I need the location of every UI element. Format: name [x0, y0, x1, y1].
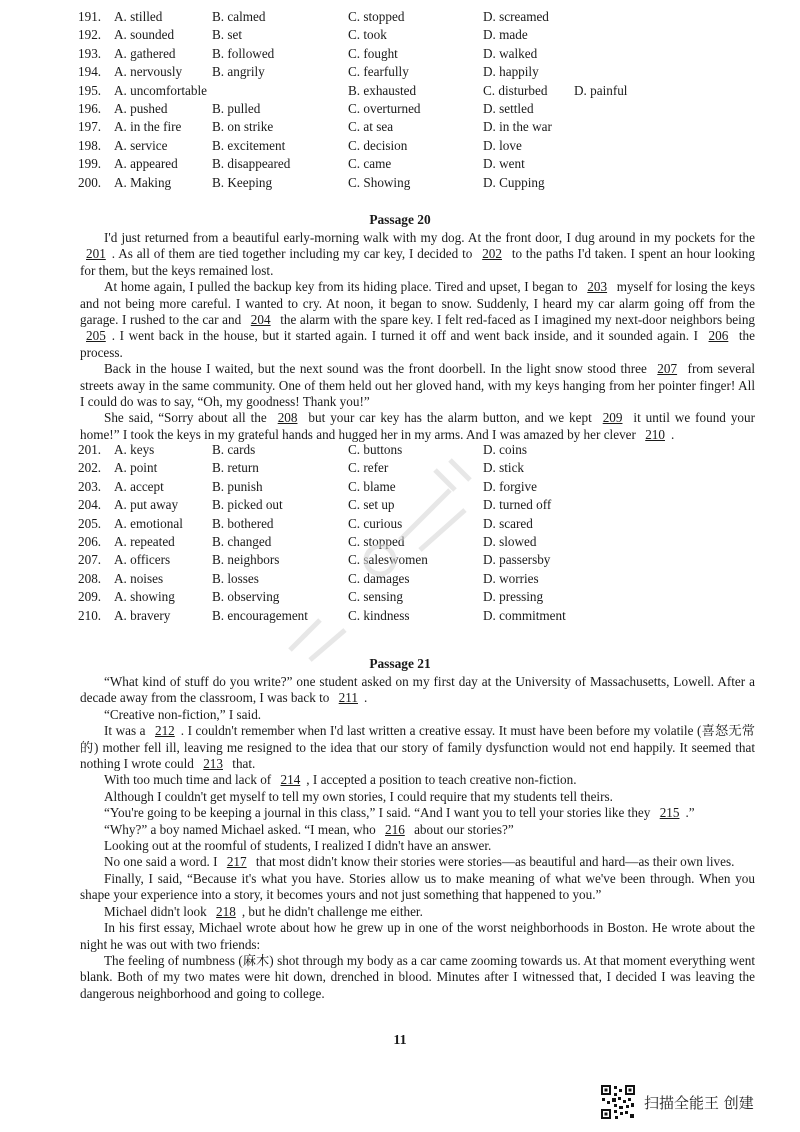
- blank-216[interactable]: 216: [385, 821, 405, 837]
- blank-207[interactable]: 207: [657, 361, 678, 377]
- paragraph: Finally, I said, “Because it's what you have. Stories allow us to make meaning of what we've been through. When you shape your experience into a story, it becomes yours and not just something that happened to you.”: [80, 870, 755, 903]
- option-choice[interactable]: A. pushed: [114, 100, 168, 116]
- option-row: [78, 478, 778, 496]
- paragraph: “You're going to be keeping a journal in this class,” I said. “And I want you to tell your stories like they 215 .”: [104, 805, 695, 821]
- option-choice[interactable]: D. coins: [483, 442, 527, 457]
- blank-213[interactable]: 213: [203, 756, 223, 772]
- option-choice[interactable]: B. exhausted: [348, 82, 417, 98]
- question-number: 206.: [78, 533, 102, 549]
- question-number: 191.: [78, 9, 102, 24]
- option-choice[interactable]: B. excitement: [212, 137, 286, 153]
- blank-215[interactable]: 215: [659, 805, 680, 821]
- blank-214[interactable]: 214: [280, 772, 301, 788]
- option-choice[interactable]: D. painful: [574, 82, 628, 98]
- option-choice[interactable]: B. picked out: [212, 497, 283, 513]
- option-choice[interactable]: B. calmed: [212, 9, 266, 24]
- blank-206[interactable]: 206: [708, 328, 729, 344]
- option-choice[interactable]: C. disturbed: [483, 82, 548, 98]
- option-choice[interactable]: D. made: [483, 27, 528, 43]
- option-choice[interactable]: A. in the fire: [114, 119, 182, 135]
- option-choice[interactable]: C. saleswomen: [348, 552, 428, 568]
- question-number: 196.: [78, 100, 102, 116]
- option-choice[interactable]: B. return: [212, 460, 259, 476]
- option-choice[interactable]: D. scared: [483, 515, 533, 531]
- option-choice[interactable]: C. blame: [348, 478, 396, 494]
- option-row: [78, 100, 778, 118]
- option-row: [78, 570, 778, 588]
- option-choice[interactable]: D. commitment: [483, 607, 566, 623]
- option-choice[interactable]: A. noises: [114, 570, 164, 586]
- option-choice[interactable]: D. pressing: [483, 589, 544, 605]
- passage-21-title: Passage 21: [369, 656, 431, 671]
- option-choice[interactable]: B. observing: [212, 589, 280, 605]
- passage-20-title: Passage 20: [369, 212, 431, 227]
- paragraph: She said, “Sorry about all the 208 but your car key has the alarm button, and we kept 209 it until we found your home!” I took the keys in my grateful hands and hugged her in my arms. And I was amazed by her clever 210 .: [80, 410, 755, 442]
- option-choice[interactable]: D. went: [483, 156, 525, 172]
- option-choice[interactable]: C. refer: [348, 460, 389, 476]
- paragraph: “Why?” a boy named Michael asked. “I mean, who 216 about our stories?”: [104, 821, 514, 837]
- option-choice[interactable]: B. bothered: [212, 515, 274, 531]
- blank-208[interactable]: 208: [277, 410, 298, 426]
- question-number: 194.: [78, 64, 102, 80]
- question-number: 205.: [78, 515, 102, 531]
- option-choice[interactable]: A. appeared: [114, 156, 178, 172]
- option-choice[interactable]: A. repeated: [114, 533, 175, 549]
- option-choice[interactable]: A. emotional: [114, 515, 183, 531]
- option-choice[interactable]: D. slowed: [483, 533, 537, 549]
- question-number: 197.: [78, 119, 102, 135]
- option-choice[interactable]: B. angrily: [212, 64, 265, 80]
- option-choice[interactable]: D. passersby: [483, 552, 551, 568]
- question-number: 200.: [78, 174, 102, 190]
- options-201-210: [78, 441, 778, 625]
- scanner-footer: [600, 1084, 790, 1124]
- paragraph: With too much time and lack of 214 , I accepted a position to teach creative non-fiction.: [104, 772, 577, 788]
- option-choice[interactable]: A. gathered: [114, 45, 176, 61]
- option-choice[interactable]: A. stilled: [114, 9, 163, 24]
- option-row: [78, 137, 778, 155]
- option-choice[interactable]: B. pulled: [212, 100, 261, 116]
- option-row: [78, 515, 778, 533]
- passage-21-text: [80, 674, 755, 1002]
- blank-218[interactable]: 218: [216, 903, 236, 919]
- question-number: 199.: [78, 156, 102, 172]
- option-row: [78, 496, 778, 514]
- paragraph: Back in the house I waited, but the next sound was the front doorbell. In the light snow stood three 207 from several streets away in the same community. One of them held out her gloved hand, with my keys hanging from her pointer finger! All I could do was to say, “Oh, my goodness! Thank you!”: [80, 361, 756, 410]
- option-row: [78, 174, 778, 192]
- option-choice[interactable]: A. nervously: [114, 64, 183, 80]
- option-choice[interactable]: B. followed: [212, 45, 275, 61]
- page-number: 11: [393, 1033, 407, 1048]
- option-choice[interactable]: A. service: [114, 137, 168, 153]
- paragraph: No one said a word. I 217 that most didn't know their stories were stories—as beautiful and hard—as their own lives.: [104, 854, 735, 870]
- option-row: [78, 441, 778, 459]
- option-choice[interactable]: C. at sea: [348, 119, 394, 135]
- paragraph: It was a 212 . I couldn't remember when I'd last written a creative essay. It must have been before my volatile (喜怒无常的) mother fell ill, leaving me resigned to the idea that our story of family dysfunction would not end happily. It seemed that nothing I wrote could 213 that.: [80, 723, 755, 772]
- option-row: [78, 459, 778, 477]
- option-choice[interactable]: C. sensing: [348, 589, 403, 605]
- options-191-200: [78, 8, 778, 192]
- scanner-credit-text: 扫描全能王 创建: [644, 1094, 754, 1112]
- question-number: 207.: [78, 552, 102, 568]
- blank-217[interactable]: 217: [226, 854, 247, 870]
- option-row: [78, 155, 778, 173]
- blank-205[interactable]: 205: [86, 328, 106, 344]
- question-number: 203.: [78, 478, 102, 494]
- option-choice[interactable]: A. Making: [114, 174, 172, 190]
- paragraph: At home again, I pulled the backup key from its hiding place. Tired and upset, I began to 203 myself for losing the keys and not being more careful. I wanted to cry. At noon, it began to snow. Suddenly, I heard my car alarm going off from the garage. I rushed to the car and 204 the alarm with the spare key. I felt red-faced as I imagined my next-door neighbors being 205 . I went back in the house, but it started again. I turned it off and went back inside, and it sounded again. I 206 the process.: [80, 279, 756, 360]
- option-choice[interactable]: D. turned off: [483, 497, 552, 513]
- option-choice[interactable]: C. set up: [348, 497, 395, 513]
- blank-212[interactable]: 212: [154, 723, 175, 739]
- option-choice[interactable]: C. fearfully: [348, 64, 409, 80]
- option-choice[interactable]: C. buttons: [348, 442, 403, 457]
- question-number: 193.: [78, 45, 102, 61]
- option-choice[interactable]: B. set: [212, 27, 243, 43]
- blank-204[interactable]: 204: [250, 312, 271, 328]
- question-number: 208.: [78, 570, 102, 586]
- option-choice[interactable]: A. showing: [114, 589, 175, 605]
- paragraph: “What kind of stuff do you write?” one student asked on my first day at the University of Massachusetts, Lowell. After a decade away from the classroom, I was back to 211 .: [80, 674, 755, 706]
- option-choice[interactable]: B. neighbors: [212, 552, 280, 568]
- question-number: 198.: [78, 137, 102, 153]
- paragraph: In his first essay, Michael wrote about how he grew up in one of the worst neighborhoods in Boston. He wrote about the night he was out with two friends:: [80, 920, 755, 952]
- blank-210[interactable]: 210: [645, 426, 665, 442]
- paragraph: Michael didn't look 218 , but he didn't challenge me either.: [104, 903, 423, 919]
- option-row: [78, 8, 778, 26]
- option-choice[interactable]: D. forgive: [483, 478, 537, 494]
- option-choice[interactable]: D. settled: [483, 100, 534, 116]
- option-choice[interactable]: C. damages: [348, 570, 410, 586]
- option-choice[interactable]: D. love: [483, 137, 522, 153]
- option-choice[interactable]: B. changed: [212, 533, 272, 549]
- option-row: [78, 607, 778, 625]
- option-row: [78, 82, 778, 100]
- passage-20-text: [80, 230, 755, 443]
- blank-201[interactable]: 201: [86, 246, 106, 262]
- option-choice[interactable]: D. happily: [483, 64, 539, 80]
- blank-209[interactable]: 209: [602, 410, 623, 426]
- option-choice[interactable]: C. came: [348, 156, 392, 172]
- paragraph: I'd just returned from a beautiful early-morning walk with my dog. At the front door, I dug around in my pockets for the 201 . As all of them are tied together including my car key, I decided to 202 to the paths I'd taken. I spent an hour looking for them, but the keys remained lost.: [80, 230, 755, 278]
- option-choice[interactable]: B. cards: [212, 442, 256, 457]
- option-choice[interactable]: D. stick: [483, 460, 525, 476]
- paragraph: “Creative non-fiction,” I said.: [104, 706, 262, 722]
- option-row: [78, 63, 778, 81]
- option-choice[interactable]: B. Keeping: [212, 174, 273, 190]
- option-choice[interactable]: C. kindness: [348, 607, 410, 623]
- paragraph: Looking out at the roomful of students, I realized I didn't have an answer.: [104, 838, 492, 854]
- option-choice[interactable]: A. accept: [114, 478, 164, 494]
- option-choice[interactable]: A. keys: [114, 442, 155, 457]
- option-choice[interactable]: D. walked: [483, 45, 538, 61]
- question-number: 210.: [78, 607, 102, 623]
- option-choice[interactable]: B. punish: [212, 478, 263, 494]
- option-choice[interactable]: B. encouragement: [212, 607, 308, 623]
- question-number: 201.: [78, 442, 102, 457]
- option-choice[interactable]: A. put away: [114, 497, 179, 513]
- option-row: [78, 118, 778, 136]
- option-row: [78, 533, 778, 551]
- option-choice[interactable]: D. Cupping: [483, 174, 545, 190]
- option-choice[interactable]: A. officers: [114, 552, 171, 568]
- option-choice[interactable]: D. in the war: [483, 119, 552, 135]
- option-row: [78, 551, 778, 569]
- question-number: 195.: [78, 82, 102, 98]
- question-number: 209.: [78, 589, 102, 605]
- option-choice[interactable]: C. curious: [348, 515, 403, 531]
- option-choice[interactable]: A. uncomfortable: [114, 82, 208, 98]
- option-choice[interactable]: A. point: [114, 460, 158, 476]
- option-choice[interactable]: C. took: [348, 27, 387, 43]
- blank-203[interactable]: 203: [587, 279, 608, 295]
- qr-code-icon: [600, 1084, 636, 1120]
- option-choice[interactable]: B. losses: [212, 570, 259, 586]
- option-choice[interactable]: A. sounded: [114, 27, 175, 43]
- option-choice[interactable]: C. stopped: [348, 533, 405, 549]
- option-choice[interactable]: C. Showing: [348, 174, 411, 190]
- question-number: 204.: [78, 497, 102, 513]
- option-row: [78, 26, 778, 44]
- paragraph: The feeling of numbness (麻木) shot through my body as a car came zooming towards us. At that moment everything went blank. Both of my two mates were hit down, drenched in blood. Minutes after I witnessed that, I decided I was leaving the dangerous neighborhood and going to college.: [80, 952, 755, 1001]
- paragraph: Although I couldn't get myself to tell my own stories, I could require that my students tell theirs.: [104, 788, 613, 804]
- question-number: 192.: [78, 27, 102, 43]
- blank-202[interactable]: 202: [482, 246, 502, 262]
- option-choice[interactable]: A. bravery: [114, 607, 171, 623]
- option-choice[interactable]: B. on strike: [212, 119, 274, 135]
- option-row: [78, 588, 778, 606]
- option-row: [78, 45, 778, 63]
- blank-211[interactable]: 211: [338, 690, 358, 706]
- option-choice[interactable]: C. stopped: [348, 9, 405, 24]
- option-choice[interactable]: D. screamed: [483, 9, 549, 24]
- option-choice[interactable]: C. decision: [348, 137, 408, 153]
- option-choice[interactable]: C. fought: [348, 45, 398, 61]
- option-choice[interactable]: C. overturned: [348, 100, 421, 116]
- question-number: 202.: [78, 460, 102, 476]
- option-choice[interactable]: D. worries: [483, 570, 539, 586]
- option-choice[interactable]: B. disappeared: [212, 156, 291, 172]
